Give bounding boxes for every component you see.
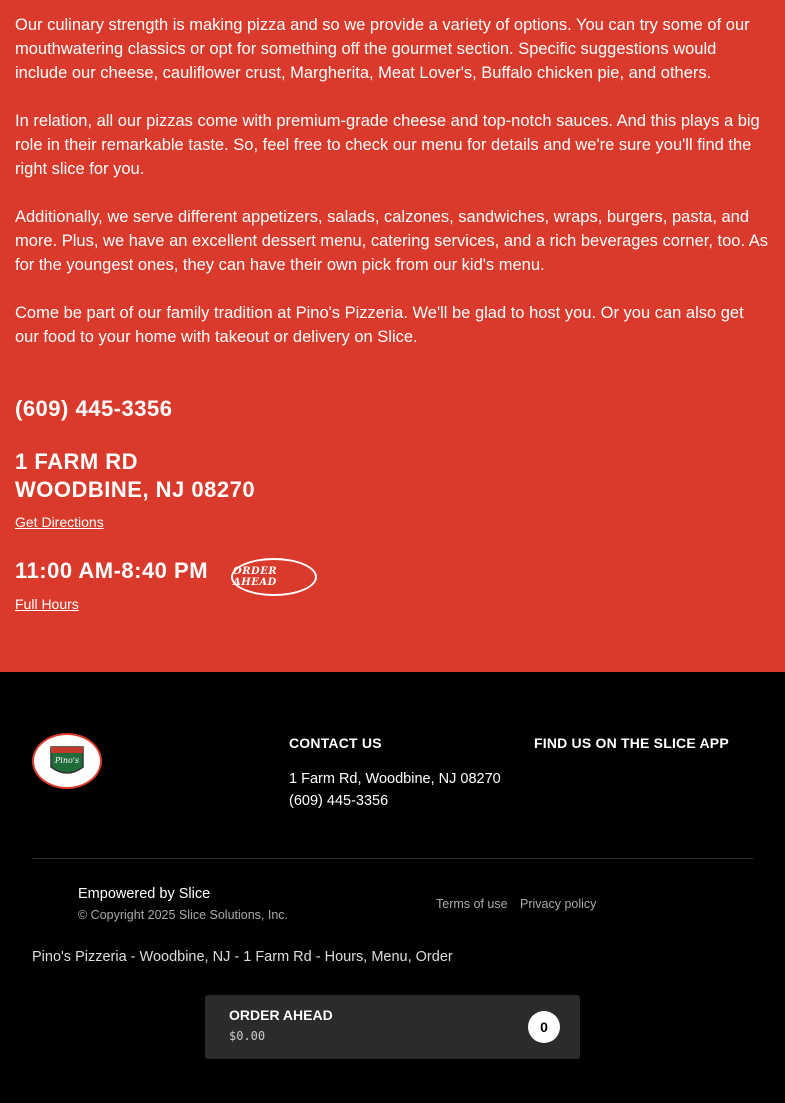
contact-phone[interactable]: (609) 445-3356 (289, 793, 389, 809)
restaurant-logo[interactable] (32, 733, 102, 789)
logo-text: Pino's (54, 756, 80, 765)
page-title: Pino's Pizzeria - Woodbine, NJ - 1 Farm Rd - Hours, Menu, Order (32, 949, 453, 965)
hours-text: 11:00 AM-8:40 PM (15, 558, 209, 583)
full-hours-link[interactable]: Full Hours (15, 596, 79, 612)
empowered-by-slice: Empowered by Slice (78, 886, 211, 902)
contact-us-heading: CONTACT US (289, 735, 382, 751)
about-paragraph-1: Our culinary strength is making pizza and so we provide a variety of options. You can try some of our mouthwatering classics or opt for something off the gourmet section. Specific suggestions would include our cheese, cauliflower crust, Margherita, Meat Lover's, Buffalo chicken pie, and others. (15, 16, 750, 82)
cart-title: ORDER AHEAD (229, 1007, 333, 1023)
privacy-policy-link[interactable]: Privacy policy (520, 897, 597, 911)
cart-item-count: 0 (528, 1011, 560, 1043)
phone-number[interactable]: (609) 445-3356 (15, 396, 173, 421)
address-line-2: WOODBINE, NJ 08270 (15, 477, 256, 502)
terms-of-use-link[interactable]: Terms of use (436, 897, 508, 911)
about-paragraph-4: Come be part of our family tradition at Pino's Pizzeria. We'll be glad to host you. Or you can also get our food to your home with takeout or delivery on Slice. (15, 304, 744, 346)
address (15, 448, 255, 504)
copyright-text: © Copyright 2025 Slice Solutions, Inc. (78, 908, 289, 922)
order-ahead-badge[interactable]: ORDER AHEAD (231, 558, 317, 596)
slice-app-heading: FIND US ON THE SLICE APP (534, 735, 729, 751)
get-directions-link[interactable]: Get Directions (15, 514, 104, 530)
contact-address: 1 Farm Rd, Woodbine, NJ 08270 (289, 771, 501, 787)
order-ahead-cart-button[interactable] (205, 995, 580, 1059)
address-line-1: 1 FARM RD (15, 449, 139, 474)
footer-divider (32, 858, 753, 859)
about-paragraph-3: Additionally, we serve different appetizers, salads, calzones, sandwiches, wraps, burgers, pasta, and more. Plus, we have an excellent dessert menu, catering services, and a rich beverages corner, too. As for the youngest ones, they can have their own pick from our kid's menu. (15, 208, 768, 274)
about-paragraph-2: In relation, all our pizzas come with premium-grade cheese and top-notch sauces. And this plays a big role in their remarkable taste. So, feel free to check our menu for details and we're sure you'll find the right slice for you. (15, 112, 760, 178)
cart-total: $0.00 (229, 1029, 266, 1043)
logo-emblem-icon (47, 741, 87, 781)
footer (0, 672, 785, 1103)
